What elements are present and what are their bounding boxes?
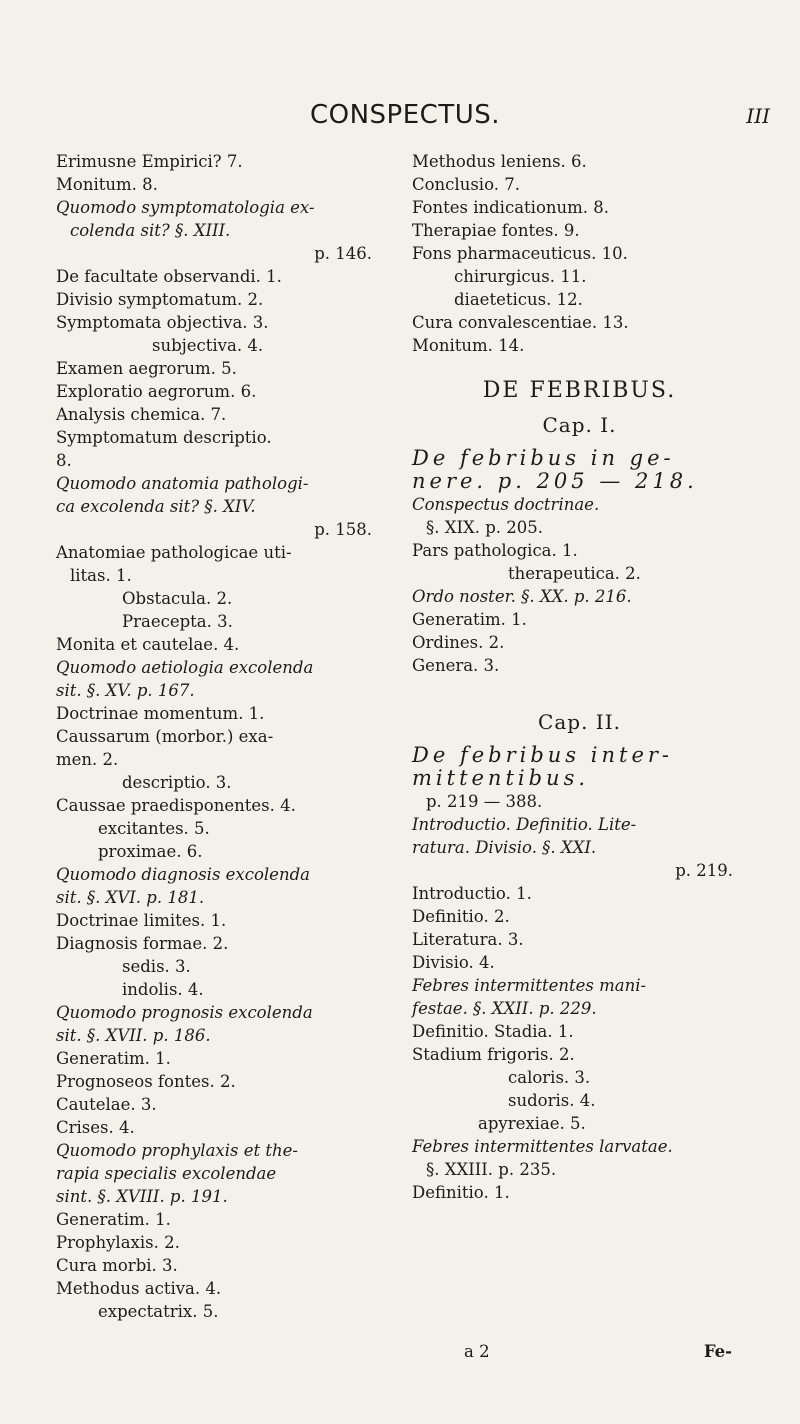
toc-entry: proximae. 6. [98,842,203,861]
toc-page-ref: §. XIX. p. 205. [426,518,544,537]
toc-entry: Symptomata objectiva. 3. [56,313,269,332]
chapter-pages: p. 219 — 388. [426,792,543,811]
toc-entry: Fons pharmaceuticus. 10. [412,244,628,263]
toc-entry: Crises. 4. [56,1118,135,1137]
toc-entry: Ordines. 2. [412,633,505,652]
toc-entry: Introductio. 1. [412,884,532,903]
toc-entry: Therapiae fontes. 9. [412,221,580,240]
toc-entry: Anatomiae pathologicae uti- [56,543,292,562]
chapter-title: De febribus in ge- [412,446,675,470]
toc-heading: ca excolenda sit? §. XIV. [56,497,256,516]
chapter-title: nere. p. 205 — 218. [412,469,698,493]
page-number: III [746,104,770,128]
toc-heading: Febres intermittentes mani- [412,976,647,995]
toc-entry: Divisio. 4. [412,953,495,972]
chapter-label: Cap. I. [542,413,617,437]
toc-heading: sit. §. XVII. p. 186. [56,1026,211,1045]
toc-entry: Monita et cautelae. 4. [56,635,240,654]
toc-entry: Conclusio. 7. [412,175,520,194]
toc-heading: Quomodo symptomatologia ex- [56,198,315,217]
toc-entry: subjectiva. 4. [152,336,264,355]
toc-entry: indolis. 4. [122,980,204,999]
toc-heading: Conspectus doctrinae. [412,495,600,514]
toc-entry: Genera. 3. [412,656,500,675]
toc-page-ref: p. 158. [314,520,372,539]
toc-entry: therapeutica. 2. [508,564,641,583]
chapter-label: Cap. II. [538,710,621,734]
toc-entry: expectatrix. 5. [98,1302,219,1321]
page-header [40,100,770,134]
left-column [56,150,386,1323]
toc-entry: Pars pathologica. 1. [412,541,578,560]
toc-entry: litas. 1. [70,566,132,585]
toc-entry: Exploratio aegrorum. 6. [56,382,257,401]
chapter-title: mittentibus. [412,766,590,790]
toc-entry: Cura morbi. 3. [56,1256,178,1275]
toc-page-ref: p. 219. [675,861,733,880]
toc-heading: colenda sit? §. XIII. [70,221,231,240]
catchword: Fe- [703,1342,732,1361]
toc-entry: Stadium frigoris. 2. [412,1045,575,1064]
toc-heading: sint. §. XVIII. p. 191. [56,1187,228,1206]
toc-entry: descriptio. 3. [122,773,232,792]
toc-entry: diaeteticus. 12. [454,290,583,309]
toc-heading: festae. §. XXII. p. 229. [412,999,597,1018]
toc-entry: Generatim. 1. [412,610,527,629]
toc-entry: excitantes. 5. [98,819,210,838]
toc-entry: Methodus activa. 4. [56,1279,222,1298]
toc-entry: Definitio. Stadia. 1. [412,1022,574,1041]
toc-entry: caloris. 3. [508,1068,591,1087]
toc-heading: sit. §. XV. p. 167. [56,681,195,700]
toc-entry: Doctrinae momentum. 1. [56,704,265,723]
running-title: CONSPECTUS. [309,100,500,130]
toc-entry: Doctrinae limites. 1. [56,911,227,930]
toc-entry: Literatura. 3. [412,930,524,949]
toc-heading: ratura. Divisio. §. XXI. [412,838,597,857]
toc-entry: Analysis chemica. 7. [56,405,227,424]
toc-entry: Examen aegrorum. 5. [56,359,237,378]
toc-entry: Definitio. 1. [412,1183,510,1202]
toc-heading: Quomodo anatomia pathologi- [56,474,309,493]
chapter-title: De febribus inter- [412,743,673,767]
toc-entry: 8. [56,451,72,470]
toc-entry: chirurgicus. 11. [454,267,587,286]
toc-entry: Generatim. 1. [56,1210,171,1229]
toc-heading: Febres intermittentes larvatae. [412,1137,673,1156]
toc-entry: Obstacula. 2. [122,589,233,608]
toc-entry: Generatim. 1. [56,1049,171,1068]
toc-entry: Caussae praedisponentes. 4. [56,796,296,815]
toc-heading: sit. §. XVI. p. 181. [56,888,205,907]
toc-entry: apyrexiae. 5. [478,1114,586,1133]
toc-entry: Diagnosis formae. 2. [56,934,229,953]
toc-entry: Prophylaxis. 2. [56,1233,180,1252]
toc-entry: Caussarum (morbor.) exa- [56,727,274,746]
toc-heading: Introductio. Definitio. Lite- [412,815,637,834]
toc-entry: Divisio symptomatum. 2. [56,290,264,309]
signature-mark: a 2 [464,1342,490,1361]
toc-entry: sedis. 3. [122,957,191,976]
toc-entry: Praecepta. 3. [122,612,233,631]
toc-heading: Quomodo prophylaxis et the- [56,1141,298,1160]
toc-entry: Cautelae. 3. [56,1095,157,1114]
section-heading: DE FEBRIBUS. [482,378,677,403]
toc-entry: Erimusne Empirici? 7. [56,152,243,171]
toc-heading: rapia specialis excolendae [56,1164,277,1183]
toc-heading: Quomodo aetiologia excolenda [56,658,314,677]
toc-entry: Definitio. 2. [412,907,510,926]
toc-entry: sudoris. 4. [508,1091,596,1110]
toc-heading: Quomodo diagnosis excolenda [56,865,310,884]
toc-page-ref: §. XXIII. p. 235. [426,1160,557,1179]
toc-entry: Monitum. 14. [412,336,525,355]
toc-page-ref: p. 146. [314,244,372,263]
toc-heading: Ordo noster. §. XX. p. 216. [412,587,632,606]
toc-entry: De facultate observandi. 1. [56,267,282,286]
toc-heading: Quomodo prognosis excolenda [56,1003,313,1022]
toc-entry: Fontes indicationum. 8. [412,198,610,217]
toc-entry: Methodus leniens. 6. [412,152,587,171]
toc-entry: Symptomatum descriptio. [56,428,272,447]
toc-entry: men. 2. [56,750,119,769]
toc-entry: Cura convalescentiae. 13. [412,313,629,332]
toc-entry: Prognoseos fontes. 2. [56,1072,236,1091]
right-column [412,150,747,1204]
toc-entry: Monitum. 8. [56,175,158,194]
